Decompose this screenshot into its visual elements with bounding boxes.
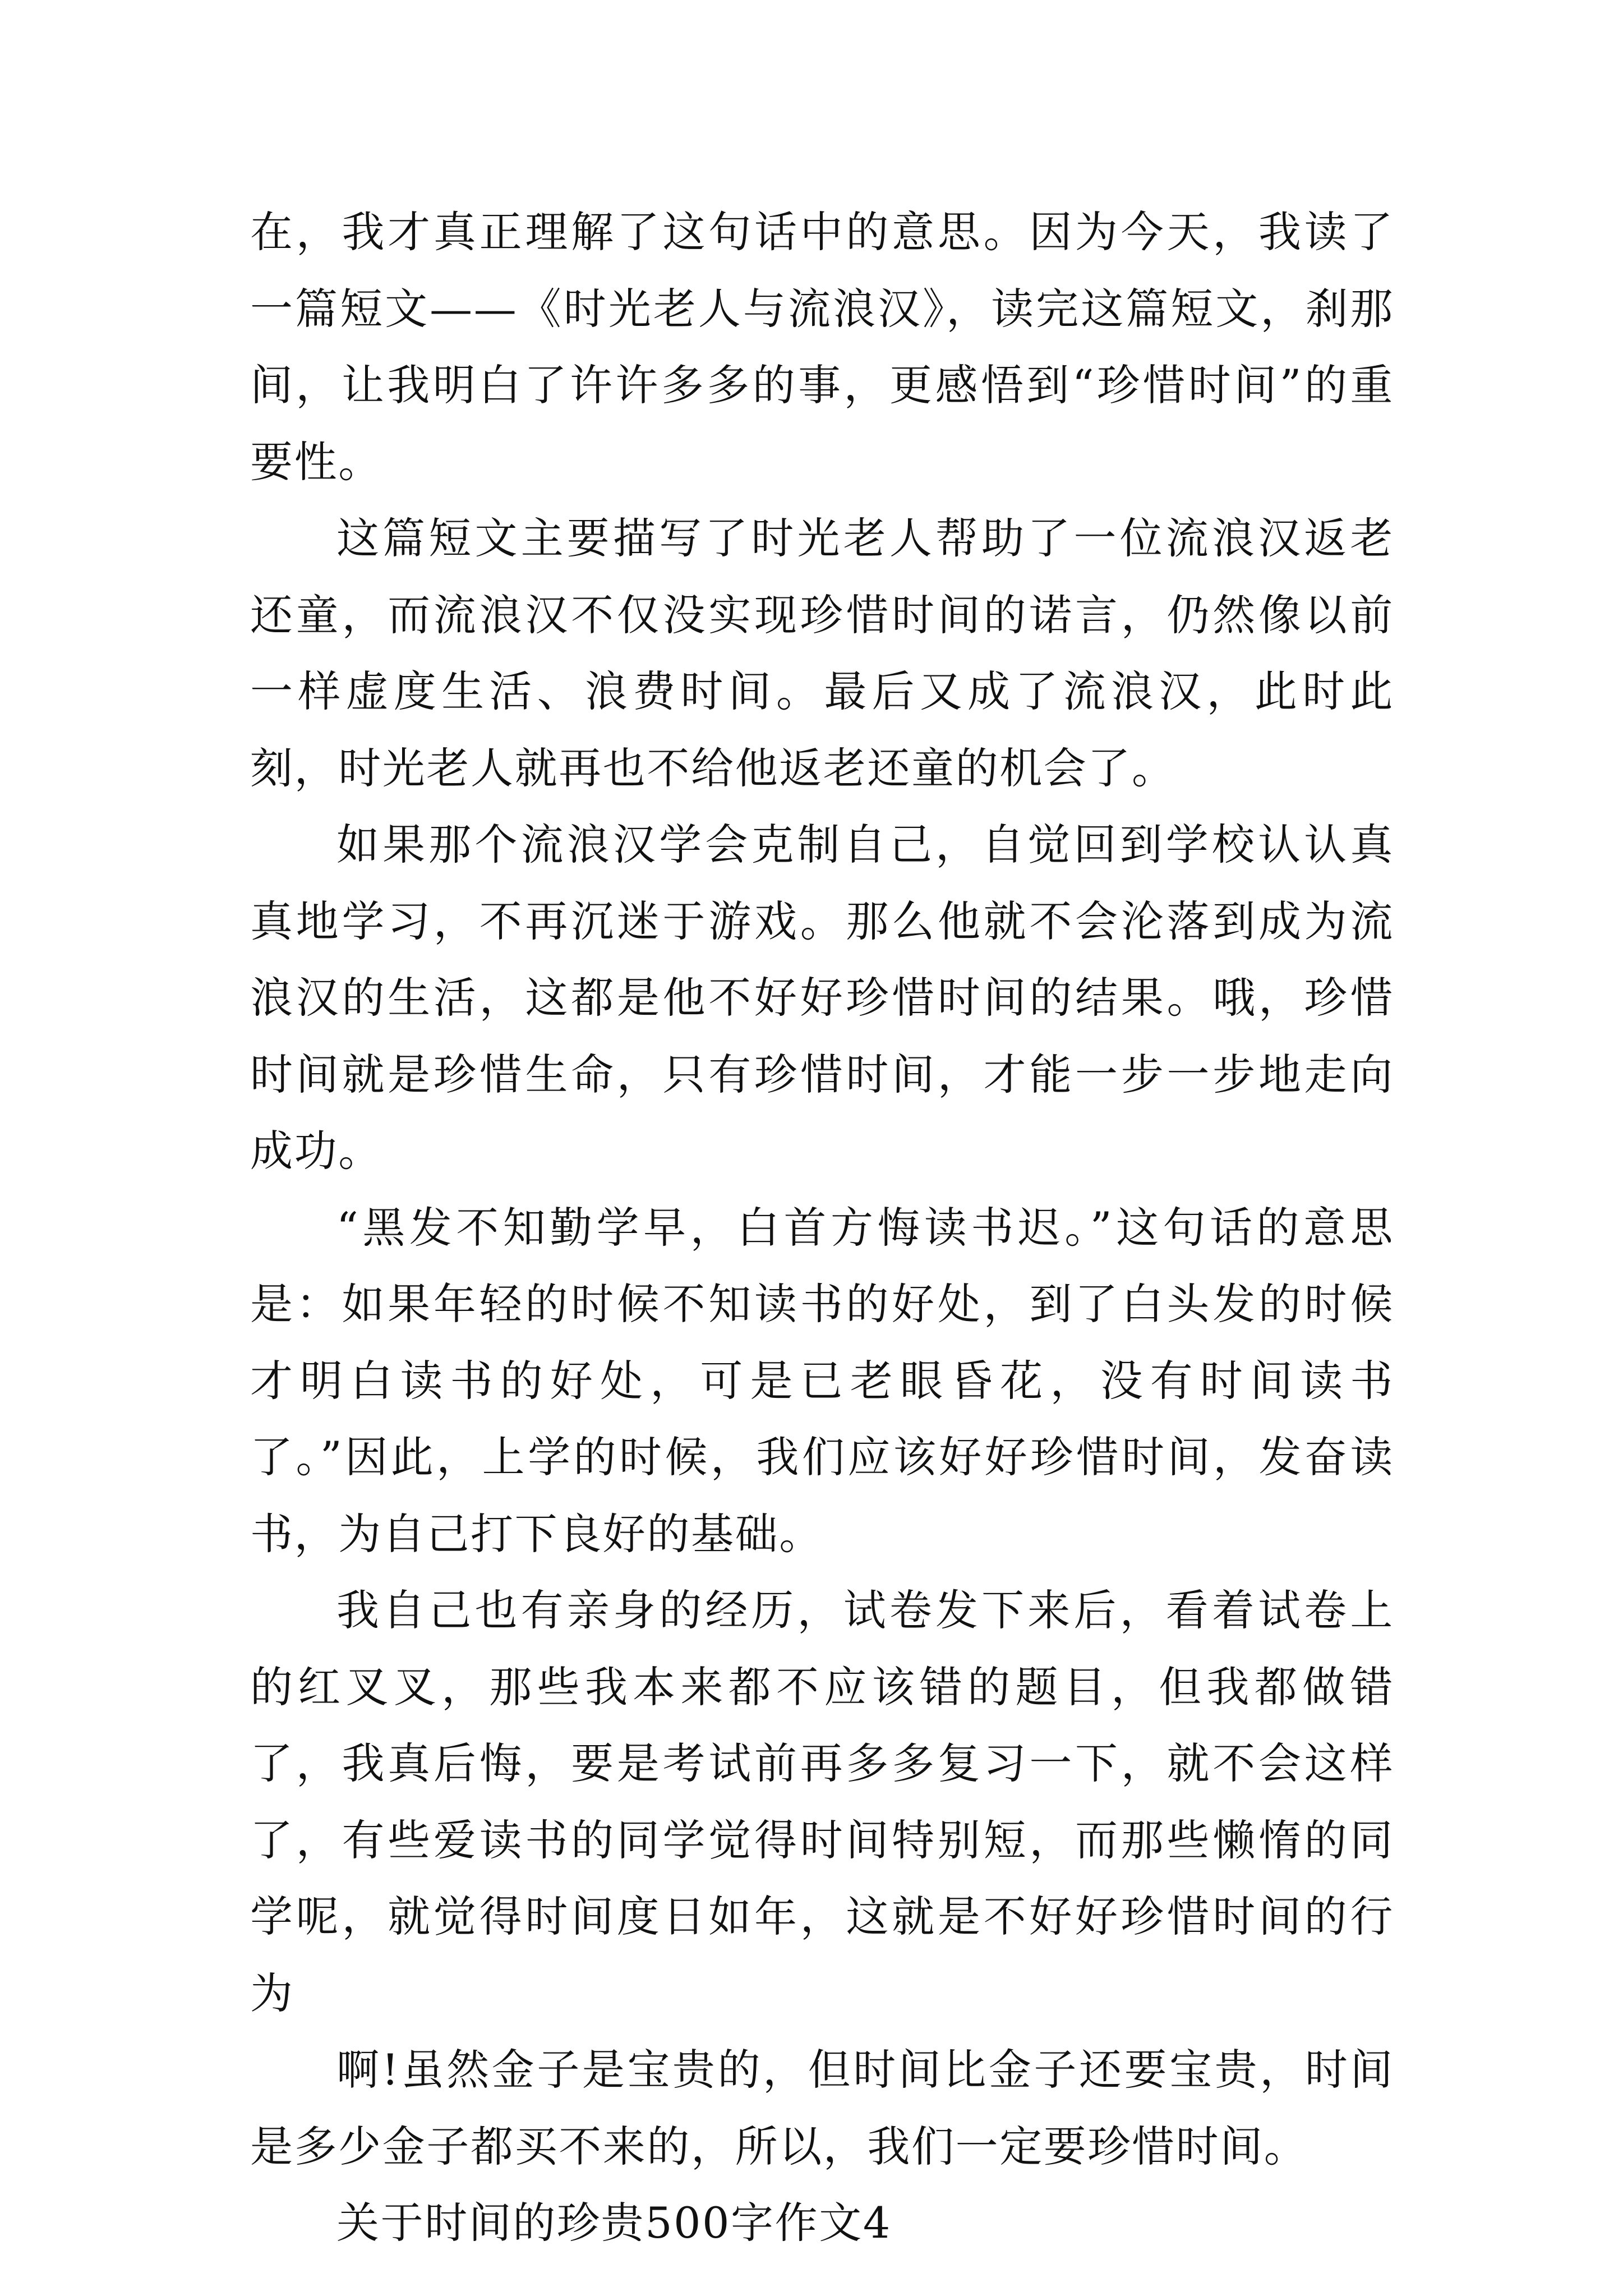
paragraph-summary: 这篇短文主要描写了时光老人帮助了一位流浪汉返老还童，而流浪汉不仅没实现珍惜时间的诺言，仍然像以前一样虚度生活、浪费时间。最后又成了流浪汉，此时此刻，时光老人就再也不给他返老还童的机会了。 — [250, 513, 1394, 793]
paragraph-experience: 我自己也有亲身的经历，试卷发下来后，看着试卷上的红叉叉，那些我本来都不应该错的题目，但我都做错了，我真后悔，要是考试前再多多复习一下，就不会这样了，有些爱读书的同学觉得时间特别短，而那些懒惰的同学呢，就觉得时间度日如年，这就是不好好珍惜时间的行为 — [250, 1585, 1394, 2018]
paragraph-quote: “黑发不知勤学早，白首方悔读书迟。”这句话的意思是：如果年轻的时候不知读书的好处，到了白头发的时候才明白读书的好处，可是已老眼昏花，没有时间读书了。”因此，上学的时候，我们应该好好珍惜时间，发奋读书，为自己打下良好的基础。 — [250, 1202, 1394, 1559]
paragraph-reflection: 如果那个流浪汉学会克制自己，自觉回到学校认认真真地学习，不再沉迷于游戏。那么他就不会沦落到成为流浪汉的生活，这都是他不好好珍惜时间的结果。哦，珍惜时间就是珍惜生命，只有珍惜时间，才能一步一步地走向成功。 — [250, 820, 1394, 1176]
section-heading: 关于时间的珍贵500字作文4 — [336, 2198, 892, 2248]
paragraph-continuation: 在，我才真正理解了这句话中的意思。因为今天，我读了一篇短文——《时光老人与流浪汉》，读完这篇短文，刹那间，让我明白了许许多多的事，更感悟到“珍惜时间”的重要性。 — [250, 207, 1394, 487]
document-body — [250, 194, 1394, 2262]
paragraph-conclusion: 啊!虽然金子是宝贵的，但时间比金子还要宝贵，时间是多少金子都买不来的，所以，我们一定要珍惜时间。 — [250, 2045, 1394, 2171]
